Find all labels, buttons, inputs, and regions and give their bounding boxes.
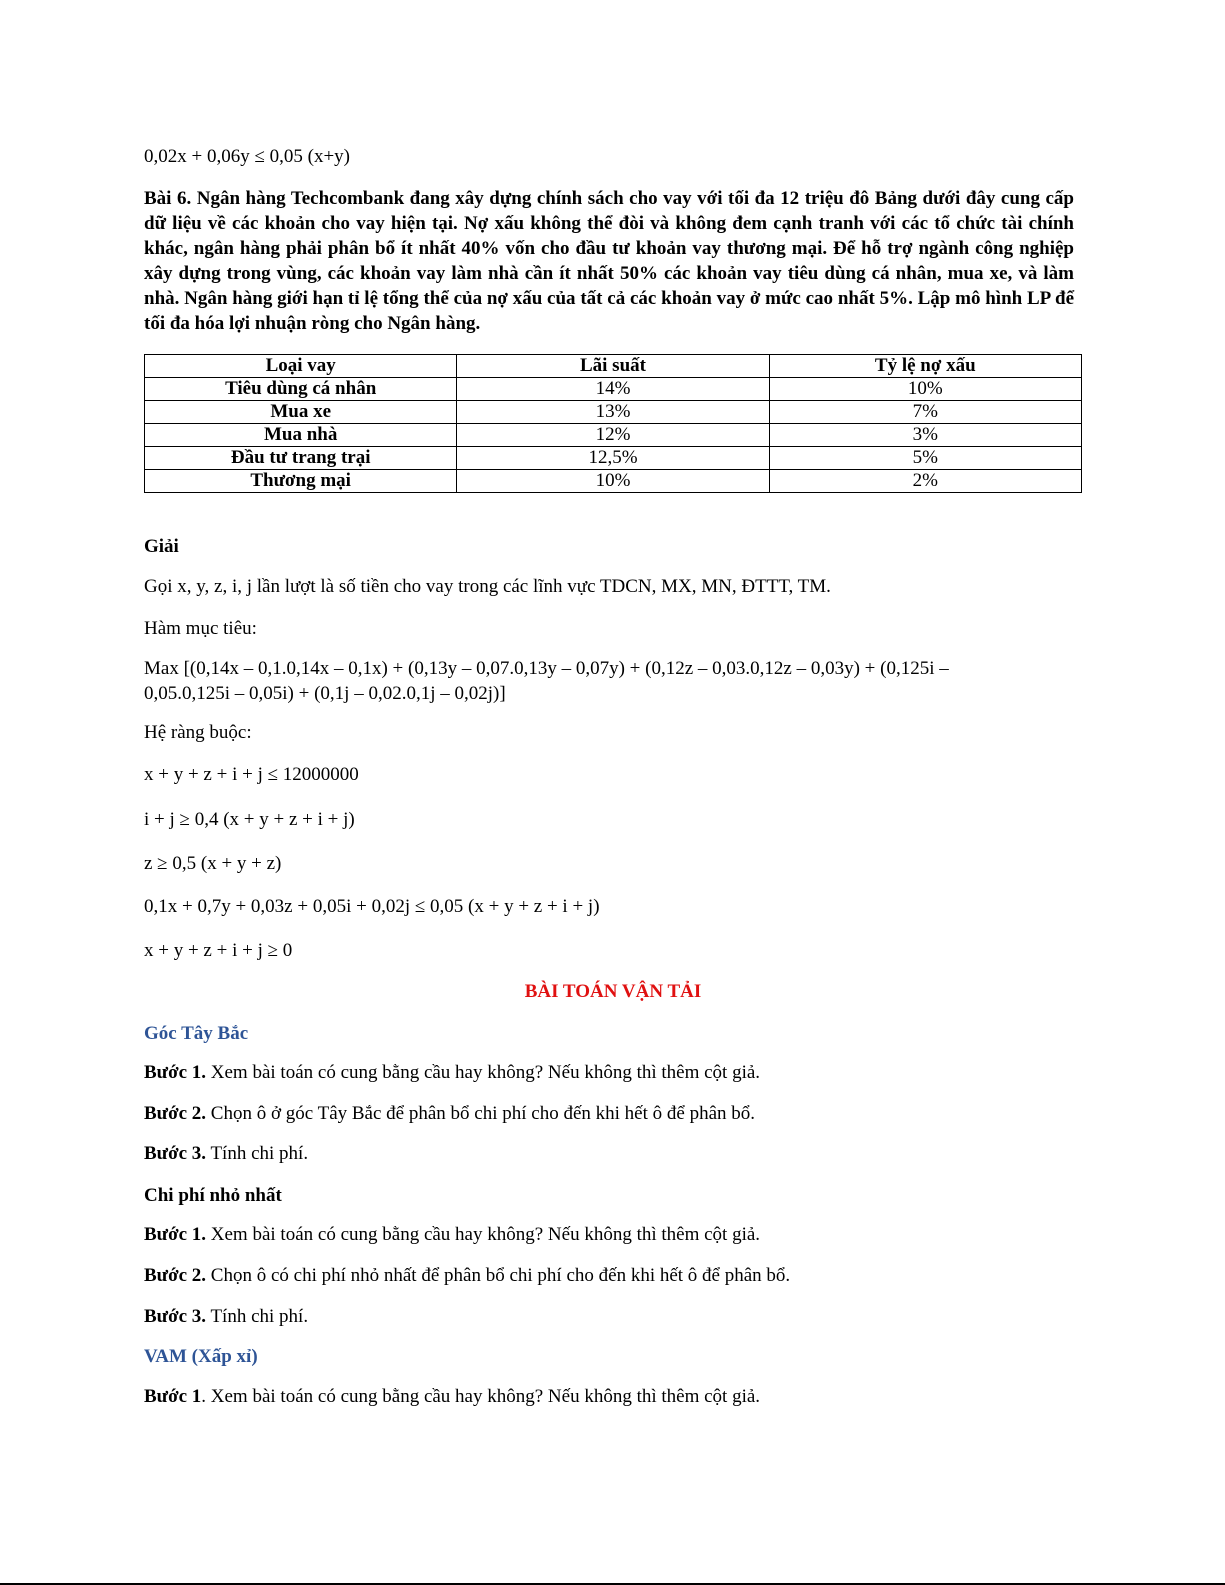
step-text: Chọn ô có chi phí nhỏ nhất để phân bổ chi phí cho đến khi hết ô để phân bổ. bbox=[206, 1265, 791, 1286]
table-cell: 14% bbox=[457, 378, 769, 401]
step-text: Xem bài toán có cung bằng cầu hay không? Nếu không thì thêm cột giả. bbox=[206, 1224, 761, 1245]
constraint-line: 0,1x + 0,7y + 0,03z + 0,05i + 0,02j ≤ 0,05 (x + y + z + i + j) bbox=[144, 896, 600, 917]
table-header-row bbox=[145, 355, 1082, 378]
step-label: Bước 3. bbox=[144, 1306, 207, 1327]
step-line bbox=[144, 1101, 755, 1126]
variables-definition: Gọi x, y, z, i, j lần lượt là số tiền cho vay trong các lĩnh vực TDCN, MX, MN, ĐTTT, TM. bbox=[144, 576, 831, 597]
step-text: . Xem bài toán có cung bằng cầu hay không? Nếu không thì thêm cột giả. bbox=[201, 1386, 761, 1407]
step-text: Xem bài toán có cung bằng cầu hay không? Nếu không thì thêm cột giả. bbox=[206, 1062, 761, 1083]
table-cell: 10% bbox=[769, 378, 1081, 401]
table-cell: 7% bbox=[769, 401, 1081, 424]
step-line bbox=[144, 1060, 760, 1085]
step-line bbox=[144, 1222, 760, 1247]
constraint-line-top: 0,02x + 0,06y ≤ 0,05 (x+y) bbox=[144, 146, 351, 167]
constraint-line: x + y + z + i + j ≤ 12000000 bbox=[144, 764, 359, 785]
table-row bbox=[145, 470, 1082, 493]
table-header-cell: Lãi suất bbox=[457, 355, 769, 378]
table-cell: 12,5% bbox=[457, 447, 769, 470]
constraint-line: z ≥ 0,5 (x + y + z) bbox=[144, 853, 282, 874]
step-label: Bước 3. bbox=[144, 1143, 207, 1164]
constraint-line: i + j ≥ 0,4 (x + y + z + i + j) bbox=[144, 809, 355, 830]
step-line bbox=[144, 1263, 790, 1288]
step-text: Chọn ô ở góc Tây Bắc để phân bổ chi phí cho đến khi hết ô để phân bổ. bbox=[206, 1103, 755, 1124]
method-title-min-cost: Chi phí nhỏ nhất bbox=[144, 1185, 282, 1206]
step-label: Bước 1. bbox=[144, 1062, 207, 1083]
table-row bbox=[145, 401, 1082, 424]
table-header-cell: Tỷ lệ nợ xấu bbox=[769, 355, 1081, 378]
table-header-cell: Loại vay bbox=[145, 355, 457, 378]
table-cell: Tiêu dùng cá nhân bbox=[145, 378, 457, 401]
solution-title: Giải bbox=[144, 536, 179, 557]
table-cell: 10% bbox=[457, 470, 769, 493]
step-line bbox=[144, 1141, 308, 1166]
table-cell: 12% bbox=[457, 424, 769, 447]
section-title: BÀI TOÁN VẬN TẢI bbox=[524, 981, 702, 1002]
step-line bbox=[144, 1304, 308, 1329]
objective-label: Hàm mục tiêu: bbox=[144, 618, 257, 639]
step-text: Tính chi phí. bbox=[206, 1143, 309, 1164]
table-cell: 13% bbox=[457, 401, 769, 424]
table-cell: 2% bbox=[769, 470, 1081, 493]
constraint-line: x + y + z + i + j ≥ 0 bbox=[144, 940, 293, 961]
step-label: Bước 2. bbox=[144, 1265, 207, 1286]
method-title-vam: VAM (Xấp xỉ) bbox=[144, 1346, 258, 1367]
table-cell: 3% bbox=[769, 424, 1081, 447]
step-line bbox=[144, 1384, 760, 1409]
loan-table bbox=[144, 354, 1082, 493]
step-label: Bước 2. bbox=[144, 1103, 207, 1124]
step-label: Bước 1. bbox=[144, 1224, 207, 1245]
objective-function: Max [(0,14x – 0,1.0,14x – 0,1x) + (0,13y – 0,07.0,13y – 0,07y) + (0,12z – 0,03.0,12z – 0,03y) + (0,125i – 0,05.0,125i – 0,05i) + (0,1j – 0,02.0,1j – 0,02j)] bbox=[144, 658, 949, 704]
table-row bbox=[145, 378, 1082, 401]
method-title-northwest: Góc Tây Bắc bbox=[144, 1023, 249, 1044]
table-row bbox=[145, 424, 1082, 447]
table-cell: Mua xe bbox=[145, 401, 457, 424]
table-cell: 5% bbox=[769, 447, 1081, 470]
step-label: Bước 1 bbox=[144, 1386, 202, 1407]
constraints-label: Hệ ràng buộc: bbox=[144, 722, 252, 743]
table-cell: Mua nhà bbox=[145, 424, 457, 447]
step-text: Tính chi phí. bbox=[206, 1306, 309, 1327]
problem-statement: Bài 6. Ngân hàng Techcombank đang xây dựng chính sách cho vay với tối đa 12 triệu đô Bảng dưới đây cung cấp dữ liệu về các khoản cho vay hiện tại. Nợ xấu không thể đòi và không đem cạnh tranh với các tổ chức tài chính khác, ngân hàng phải phân bổ ít nhất 40% vốn cho đầu tư khoản vay thương mại. Để hỗ trợ ngành công nghiệp xây dựng trong vùng, các khoản vay làm nhà cần ít nhất 50% các khoản vay tiêu dùng cá nhân, mua xe, và làm nhà. Ngân hàng giới hạn tỉ lệ tổng thể của nợ xấu của tất cả các khoản vay ở mức cao nhất 5%. Lập mô hình LP để tối đa hóa lợi nhuận ròng cho Ngân hàng. bbox=[144, 188, 1074, 334]
table-row bbox=[145, 447, 1082, 470]
table-cell: Đầu tư trang trại bbox=[145, 447, 457, 470]
table-cell: Thương mại bbox=[145, 470, 457, 493]
